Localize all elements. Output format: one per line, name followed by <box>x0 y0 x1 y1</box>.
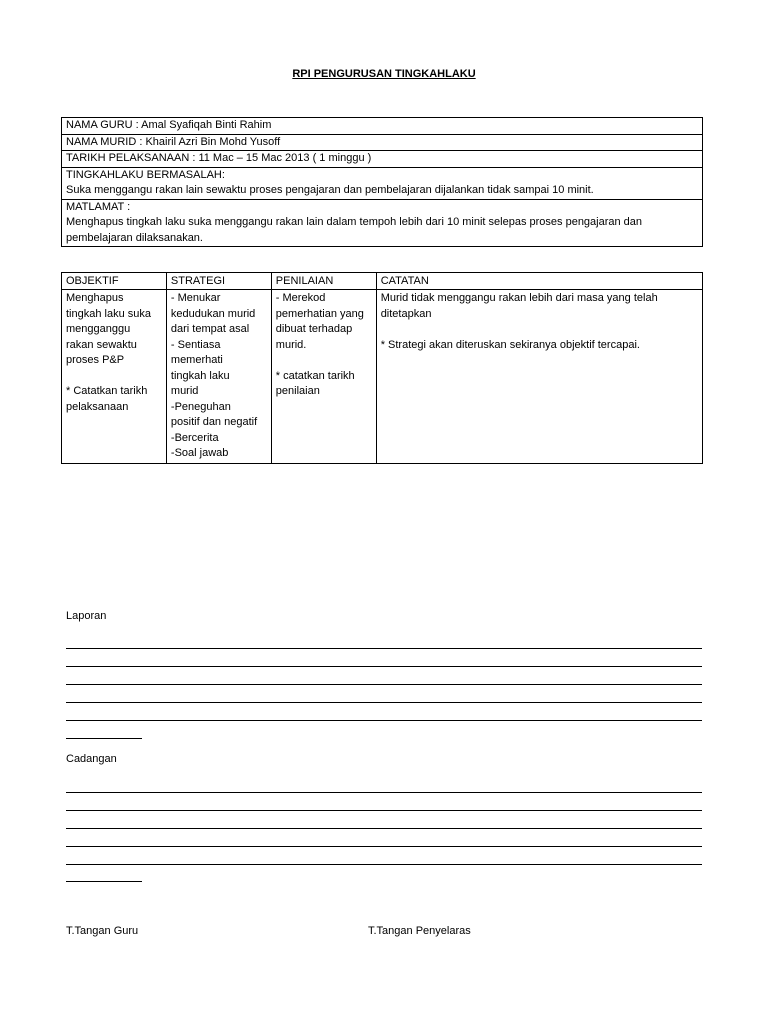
cell-strategi: - Menukar kedudukan murid dari tempat asal - Sentiasa memerhati tingkah laku murid -Peneguhan positif dan negatif -Bercerita -Soal jawab <box>166 290 271 464</box>
laporan-line <box>66 720 702 721</box>
matlamat-label: MATLAMAT : <box>66 200 131 213</box>
matlamat <box>62 199 703 247</box>
cell-penilaian: - Merekod pemerhatian yang dibuat terhadap murid. * catatkan tarikh penilaian <box>271 290 376 464</box>
cadangan-line <box>66 846 702 847</box>
nama-guru: NAMA GURU : Amal Syafiqah Binti Rahim <box>62 118 703 135</box>
header-penilaian: PENILAIAN <box>271 273 376 290</box>
header-objektif: OBJEKTIF <box>62 273 167 290</box>
laporan-line-short <box>66 738 142 739</box>
masalah-text: Suka menggangu rakan lain sewaktu proses pengajaran dan pembelajaran dijalankan tidak sampai 10 minit. <box>66 184 594 196</box>
cadangan-label: Cadangan <box>66 753 117 765</box>
masalah-label: TINGKAHLAKU BERMASALAH: <box>66 168 225 181</box>
cadangan-line <box>66 810 702 811</box>
plan-table <box>61 272 703 464</box>
cadangan-line <box>66 792 702 793</box>
nama-murid: NAMA MURID : Khairil Azri Bin Mohd Yusoff <box>62 134 703 151</box>
info-table <box>61 117 703 247</box>
laporan-line <box>66 666 702 667</box>
signature-penyelaras: T.Tangan Penyelaras <box>368 925 471 937</box>
header-strategi: STRATEGI <box>166 273 271 290</box>
tingkahlaku-bermasalah <box>62 167 703 199</box>
cadangan-line <box>66 828 702 829</box>
cell-objektif: Menghapus tingkah laku suka mengganggu rakan sewaktu proses P&P * Catatkan tarikh pelaksanaan <box>62 290 167 464</box>
document-title: RPI PENGURUSAN TINGKAHLAKU <box>292 68 476 80</box>
signature-guru: T.Tangan Guru <box>66 925 139 937</box>
laporan-line <box>66 702 702 703</box>
cadangan-line-short <box>66 881 142 882</box>
laporan-label: Laporan <box>66 610 107 622</box>
cell-catatan: Murid tidak menggangu rakan lebih dari masa yang telah ditetapkan * Strategi akan diteruskan sekiranya objektif tercapai. <box>376 290 702 464</box>
laporan-line <box>66 684 702 685</box>
cadangan-line <box>66 864 702 865</box>
matlamat-text: Menghapus tingkah laku suka menggangu rakan lain dalam tempoh lebih dari 10 minit selepas proses pengajaran dan pembelajaran dilaksanakan. <box>66 216 643 244</box>
laporan-line <box>66 648 702 649</box>
tarikh-pelaksanaan: TARIKH PELAKSANAAN : 11 Mac – 15 Mac 2013 ( 1 minggu ) <box>62 151 703 168</box>
header-catatan: CATATAN <box>376 273 702 290</box>
